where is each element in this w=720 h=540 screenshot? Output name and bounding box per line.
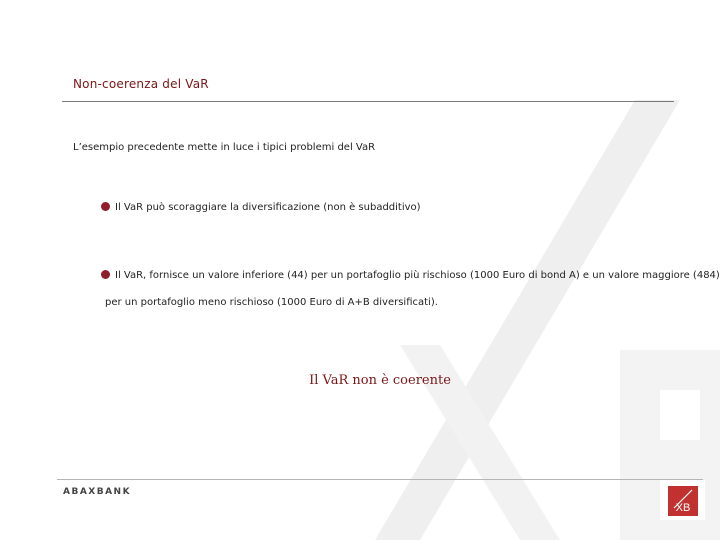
footer-divider — [57, 479, 703, 480]
intro-text: L’esempio precedente mette in luce i tipici problemi del VaR — [73, 142, 376, 153]
title-divider — [62, 101, 674, 102]
bullet-text-1: Il VaR può scoraggiare la diversificazione (non è subadditivo) — [115, 202, 421, 213]
brand-name: ABAXBANK — [63, 487, 132, 497]
bullet-text-2-line-1: Il VaR, fornisce un valore inferiore (44) per un portafoglio più rischioso (1000 Euro di bond A) e un valore maggiore (484) — [115, 270, 720, 281]
page-title: Non-coerenza del VaR — [73, 77, 209, 91]
bullet-dot — [101, 202, 110, 211]
svg-text:XB: XB — [675, 502, 691, 514]
abaxbank-logo — [668, 486, 698, 516]
bullet-dot — [101, 270, 110, 279]
conclusion-text: Il VaR non è coerente — [309, 373, 451, 388]
bullet-text-2-line-2: per un portafoglio meno rischioso (1000 Euro di A+B diversificati). — [105, 297, 438, 308]
